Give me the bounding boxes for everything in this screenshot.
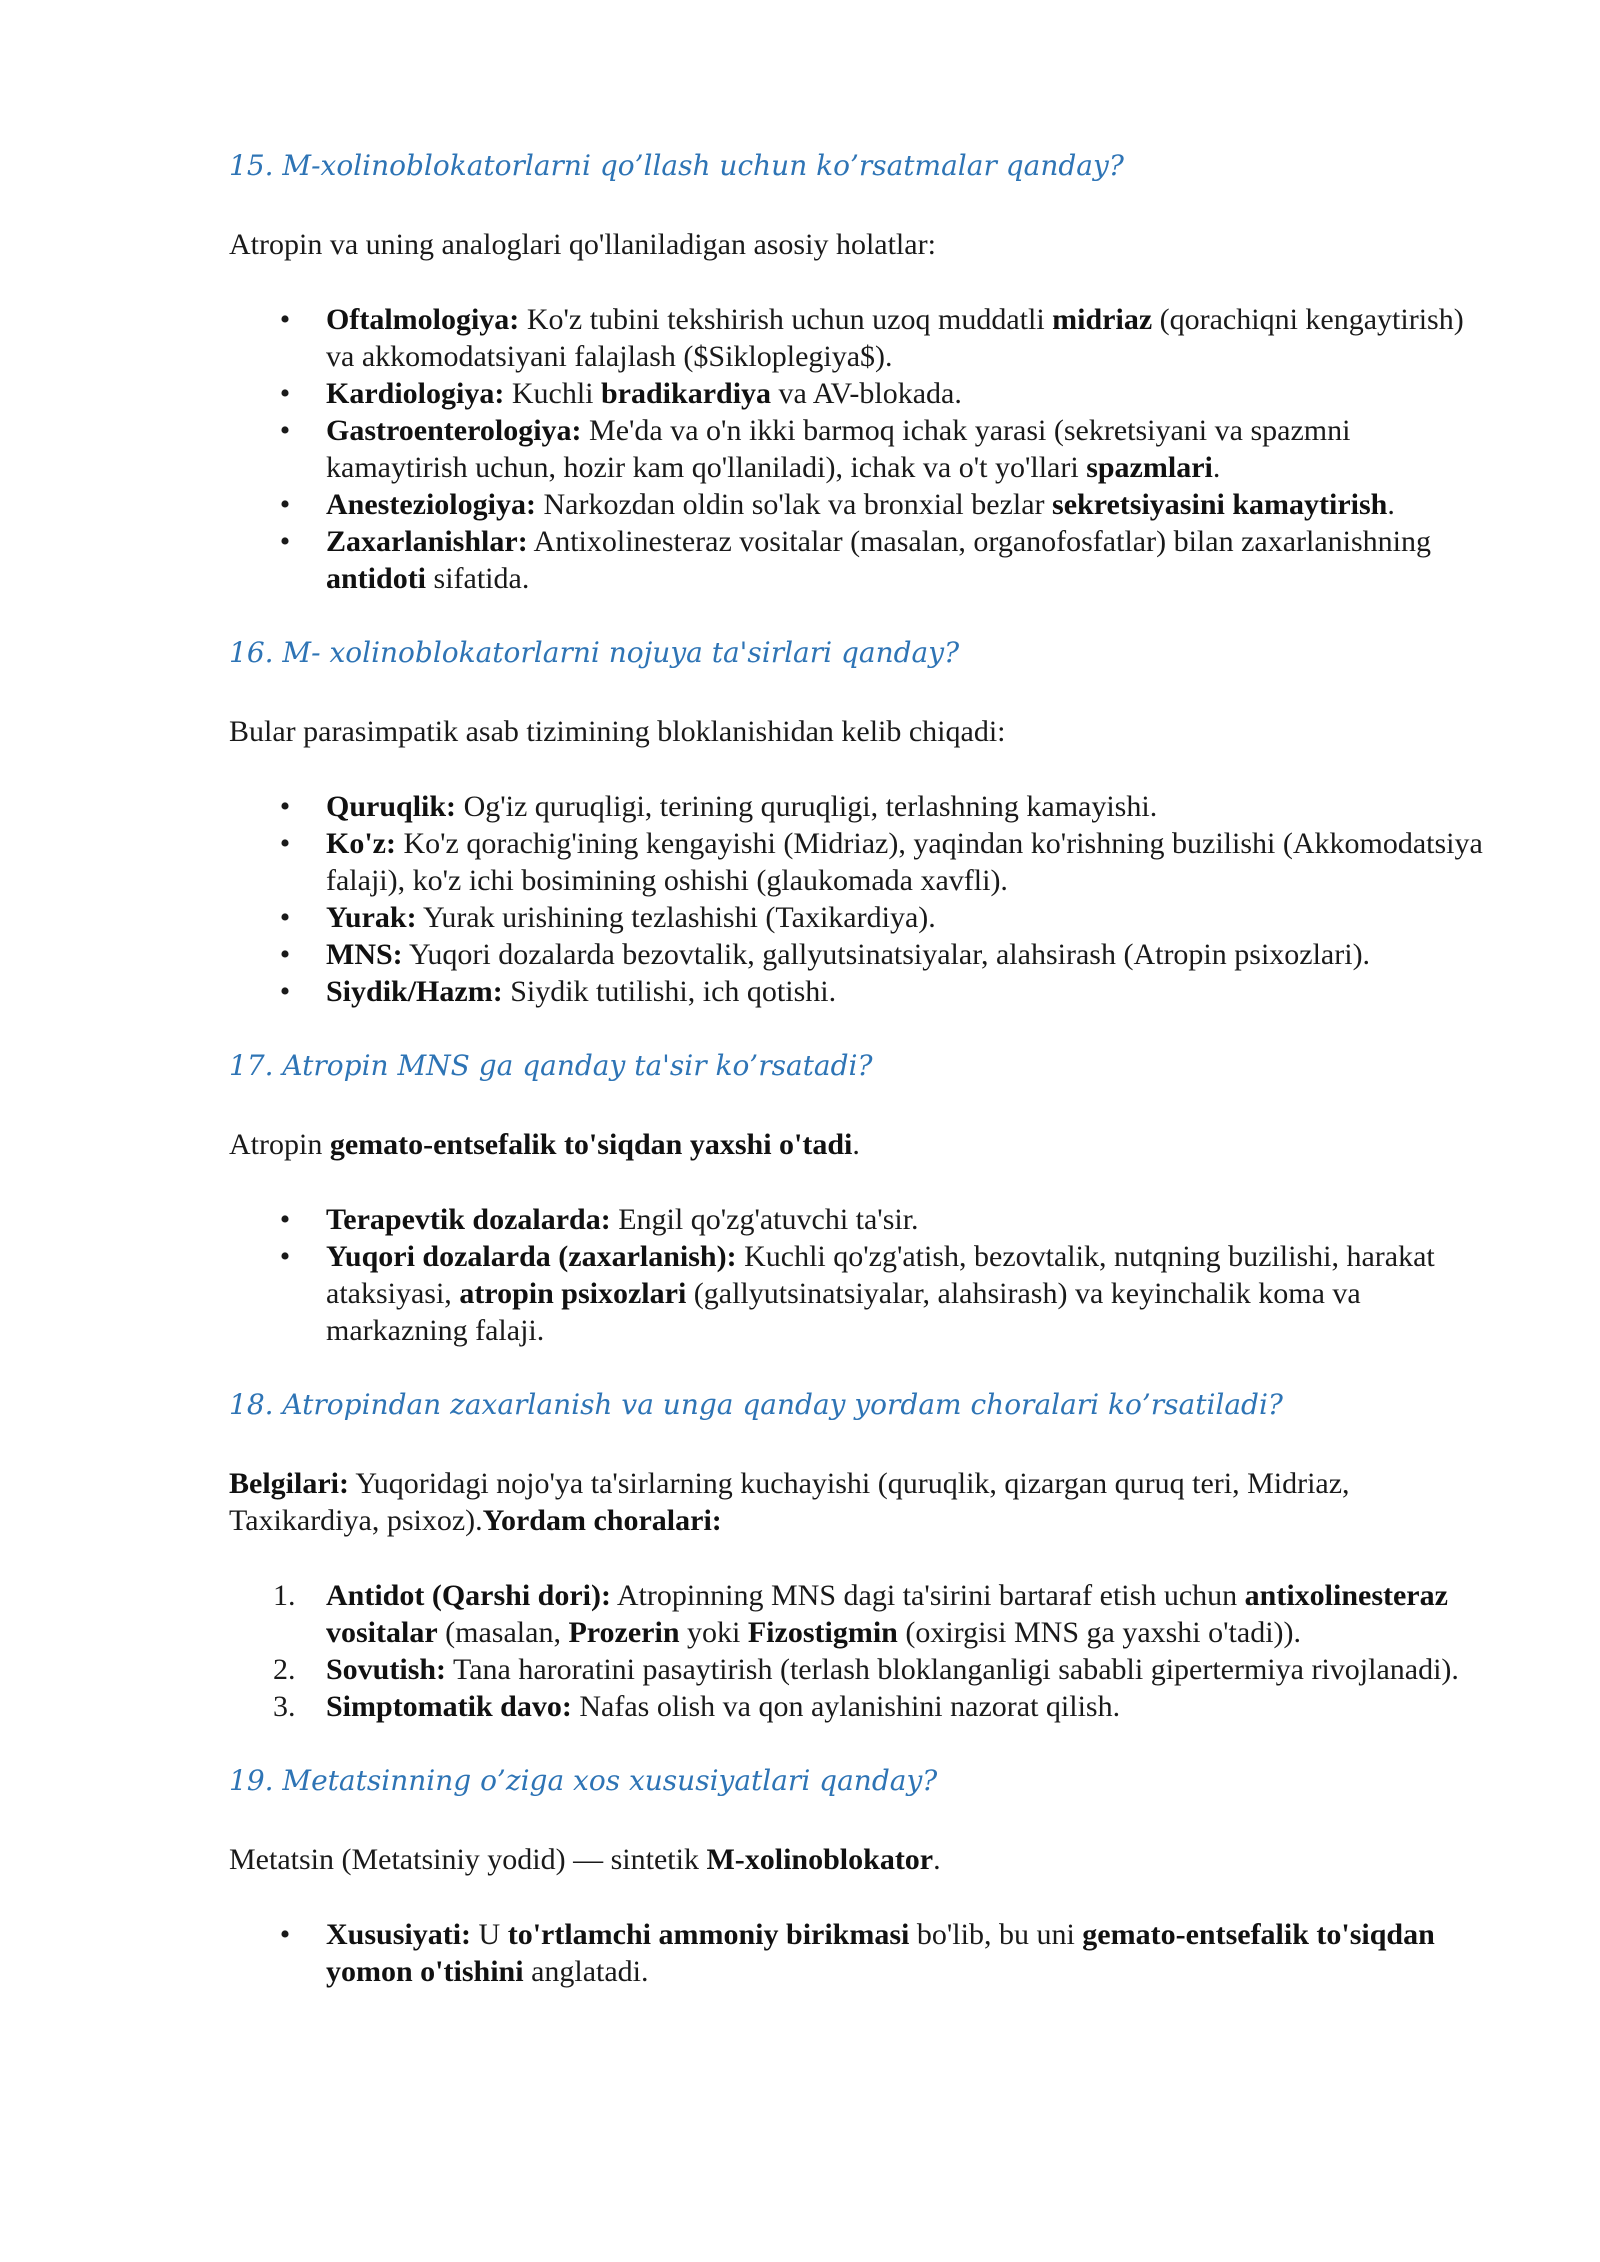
question-heading-16: 16. M- xolinoblokatorlarni nojuya ta'sirlari qanday? <box>229 636 960 669</box>
list-item: • Oftalmologiya: Ko'z tubini tekshirish uchun uzoq muddatli midriaz (qorachiqni kengaytirish) va akkomodatsiyani falajlash ($Sikloplegiya$). <box>229 301 1489 375</box>
list-item: • Quruqlik: Og'iz quruqligi, terining quruqligi, terlashning kamayishi. <box>229 788 1489 825</box>
list-number: 1. <box>273 1579 296 1612</box>
list-number: 3. <box>273 1690 296 1723</box>
list-item: • Xususiyati: U to'rtlamchi ammoniy birikmasi bo'lib, bu uni gemato-entsefalik to'siqdan yomon o'tishini anglatadi. <box>229 1916 1489 1990</box>
list-item: • Kardiologiya: Kuchli bradikardiya va AV-blokada. <box>229 375 1489 412</box>
list-item: • Terapevtik dozalarda: Engil qo'zg'atuvchi ta'sir. <box>229 1201 1489 1238</box>
bullet-icon: • <box>279 901 291 934</box>
list-item: 2. Sovutish: Tana haroratini pasaytirish (terlash bloklanganligi sababli gipertermiya rivojlanadi). <box>273 1653 1459 1686</box>
metacin-properties-list <box>229 1916 1489 1990</box>
question-heading-18: 18. Atropindan zaxarlanish va unga qanday yordam choralari ko’rsatiladi? <box>229 1388 1283 1421</box>
list-item: • MNS: Yuqori dozalarda bezovtalik, gallyutsinatsiyalar, alahsirash (Atropin psixozlari). <box>229 936 1489 973</box>
cns-effects-list <box>229 1201 1489 1349</box>
side-effects-list <box>229 788 1489 1010</box>
question-heading-17: 17. Atropin MNS ga qanday ta'sir ko’rsatadi? <box>229 1049 873 1082</box>
treatment-list <box>229 1577 1489 1725</box>
list-number: 2. <box>273 1653 296 1686</box>
list-item: • Anesteziologiya: Narkozdan oldin so'lak va bronxial bezlar sekretsiyasini kamaytirish. <box>229 486 1489 523</box>
section-intro: Bular parasimpatik asab tizimining bloklanishidan kelib chiqadi: <box>229 715 1006 748</box>
list-item: 3. Simptomatik davo: Nafas olish va qon aylanishini nazorat qilish. <box>273 1690 1121 1723</box>
bullet-icon: • <box>279 1240 291 1273</box>
document-body <box>229 148 1489 2028</box>
indications-list <box>229 301 1489 597</box>
bullet-icon: • <box>279 1203 291 1236</box>
bullet-icon: • <box>279 1918 291 1951</box>
bullet-icon: • <box>279 414 291 447</box>
section-intro: Metatsin (Metatsiniy yodid) — sintetik M-xolinoblokator. <box>229 1843 941 1876</box>
bullet-icon: • <box>279 525 291 558</box>
section-intro: Belgilari: Yuqoridagi nojo'ya ta'sirlarning kuchayishi (quruqlik, qizargan quruq teri, Midriaz, Taxikardiya, psixoz).Yordam choralari: <box>229 1467 1350 1537</box>
section-intro: Atropin gemato-entsefalik to'siqdan yaxshi o'tadi. <box>229 1128 860 1161</box>
question-heading-19: 19. Metatsinning o’ziga xos xususiyatlari qanday? <box>229 1764 938 1797</box>
bullet-icon: • <box>279 303 291 336</box>
bullet-icon: • <box>279 790 291 823</box>
section-intro: Atropin va uning analoglari qo'llaniladigan asosiy holatlar: <box>229 228 936 261</box>
list-item: • Gastroenterologiya: Me'da va o'n ikki barmoq ichak yarasi (sekretsiyani va spazmni kamaytirish uchun, hozir kam qo'llaniladi), ichak va o't yo'llari spazmlari. <box>229 412 1489 486</box>
bullet-icon: • <box>279 488 291 521</box>
list-item: • Siydik/Hazm: Siydik tutilishi, ich qotishi. <box>229 973 1489 1010</box>
bullet-icon: • <box>279 827 291 860</box>
bullet-icon: • <box>279 938 291 971</box>
list-item: • Yurak: Yurak urishining tezlashishi (Taxikardiya). <box>229 899 1489 936</box>
bullet-icon: • <box>279 975 291 1008</box>
list-item: • Yuqori dozalarda (zaxarlanish): Kuchli qo'zg'atish, bezovtalik, nutqning buzilishi, harakat ataksiyasi, atropin psixozlari (gallyutsinatsiyalar, alahsirash) va keyinchalik koma va markazning falaji. <box>229 1238 1489 1349</box>
bullet-icon: • <box>279 377 291 410</box>
list-item: • Zaxarlanishlar: Antixolinesteraz vositalar (masalan, organofosfatlar) bilan zaxarlanishning antidoti sifatida. <box>229 523 1489 597</box>
question-heading-15: 15. M-xolinoblokatorlarni qo’llash uchun ko’rsatmalar qanday? <box>229 149 1124 182</box>
list-item: 1. Antidot (Qarshi dori): Atropinning MNS dagi ta'sirini bartaraf etish uchun antixolinesteraz vositalar (masalan, Prozerin yoki Fizostigmin (oxirgisi MNS ga yaxshi o'tadi)). <box>273 1579 1448 1649</box>
list-item: • Ko'z: Ko'z qorachig'ining kengayishi (Midriaz), yaqindan ko'rishning buzilishi (Akkomodatsiya falaji), ko'z ichi bosimining oshishi (glaukomada xavfli). <box>229 825 1489 899</box>
